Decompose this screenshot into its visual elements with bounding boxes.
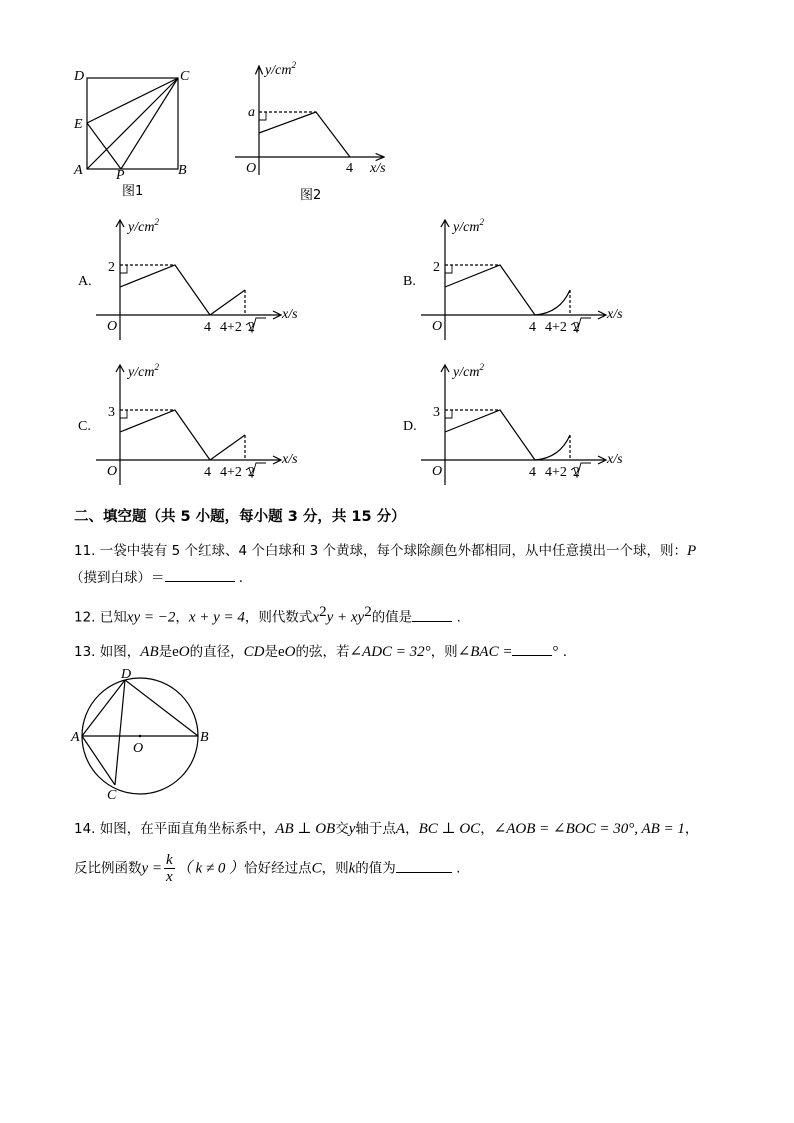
q11-text1: 一袋中装有 5 个红球、4 个白球和 3 个黄球，每个球除颜色外都相同，从中任意摸出一个球，则： [99,543,688,559]
q13-cd: CD [243,644,265,660]
fig2-caption: 图2 [300,188,322,203]
q13-figure [70,668,220,803]
q14-cond: （ k ≠ 0 ） [176,860,245,877]
option-peak-value: 3 [108,405,115,420]
q11-text2: （摸到白球）＝ [70,570,165,586]
question-11-line1 [74,539,696,560]
option-peak-value: 2 [108,260,115,275]
option-right-angle [445,265,452,273]
right-angle-mark [259,112,266,120]
option-x-label: x/s [607,307,623,322]
option-letter: A. [78,274,92,289]
question-11-line2 [70,566,243,586]
q14-e3: ∠AOB = ∠BOC = 30°, AB = 1 [493,821,685,837]
q12-e1: xy = −2 [126,609,176,626]
label-p: P [116,168,125,183]
q14-end1: ， [684,821,699,837]
q13-circ: e [172,644,179,660]
q14-frac-den: x [166,869,173,885]
q12-e3b: y + xy [326,609,365,626]
q11-end: . [238,570,244,586]
label-a: A [74,163,83,178]
label-d: D [74,69,85,84]
option-origin: O [107,464,118,479]
option-graph-a[interactable] [70,215,310,345]
q11-p: P [687,543,697,559]
q13-number: 13. [74,644,96,660]
q12-end: . [456,609,461,626]
option-tick-4: 4 [204,320,211,335]
q13-t2: 是 [158,644,173,660]
figure-1 [70,66,200,199]
option-x-label: x/s [282,307,298,322]
q13-ang1: ∠ADC = 32° [349,644,431,660]
option-origin: O [432,319,443,334]
option-tail-curve [535,435,570,460]
q13-answer-blank[interactable] [512,642,552,656]
option-letter: C. [78,419,91,434]
q14-t4: 反比例函数 [74,860,142,877]
chord-dc [115,680,125,785]
fig2-x-label: x/s [370,161,386,176]
q14-answer-blank[interactable] [396,859,452,873]
q14-fraction [164,852,175,885]
option-letter: B. [403,274,416,289]
fig1-caption: 图1 [122,184,144,199]
segment-db [125,680,198,736]
q14-yeq: y = [141,860,163,877]
fig2-a: a [248,105,255,120]
label-e: E [74,117,83,132]
q14-frac-num: k [166,852,173,868]
q11-number: 11. [74,543,96,559]
q14-e1: AB ⊥ OB [275,821,336,837]
q13-circ2: e [277,644,285,660]
option-origin: O [432,464,443,479]
q13-label-b: B [200,730,209,745]
figure-2 [232,60,402,203]
q13-t3: 的直径， [189,644,244,660]
q14-sep: ， [405,821,419,837]
q11-answer-blank[interactable] [165,568,235,582]
center-dot [139,735,142,738]
q14-sep2: ， [480,821,494,837]
q13-ab: AB [140,644,159,660]
option-right-angle [120,410,127,418]
q14-t6: ，则 [321,860,349,877]
q13-t2b: 是 [264,644,278,660]
option-tick-4: 4 [529,465,536,480]
q12-e3a: x [312,609,320,626]
option-tick-4: 4 [204,465,211,480]
option-right-angle [445,410,452,418]
option-tail-linear [210,435,245,460]
q14-t3: 轴于点 [355,821,396,837]
q12-sup2: 2 [364,604,372,620]
graph-line [259,112,350,157]
q13-label-a: A [71,730,80,745]
q14-end: . [456,860,461,877]
q12-number: 12. [74,609,96,626]
q13-deg: ° [552,644,559,660]
option-graph-line [445,410,535,460]
q14-kk: k [348,860,356,877]
q12-sep: ， [175,609,189,626]
option-graph-line [445,265,535,315]
option-tick-radical: 4+2 2 [220,465,255,480]
q14-t7: 的值为 [355,860,396,877]
q13-label-o: O [133,741,144,756]
q13-label-d: D [121,667,132,682]
q12-answer-blank[interactable] [412,608,452,622]
question-13 [74,640,567,661]
label-b: B [178,163,187,178]
option-right-angle [120,265,127,273]
q13-o2: O [284,644,296,660]
q12-t2: ，则代数式 [244,609,313,626]
question-14-line1 [74,817,698,838]
q14-t2: 交 [335,821,349,837]
question-12 [74,604,461,627]
option-y-label: $y/cm^2$ [128,362,159,380]
option-letter: D. [403,419,417,434]
q13-t1: 如图， [99,644,141,660]
q13-label-c: C [107,788,117,803]
q12-t1: 已知 [99,609,127,626]
segment-ep [87,123,121,169]
option-tick-4: 4 [529,320,536,335]
q14-a: A [395,821,406,837]
option-x-label: x/s [607,452,623,467]
option-peak-value: 3 [433,405,440,420]
fig2-tick-4: 4 [346,161,353,176]
option-tail-curve [535,290,570,315]
fig2-origin: O [246,161,257,176]
option-tick-radical: 4+2 2 [545,465,580,480]
option-y-label: $y/cm^2$ [453,362,484,380]
option-origin: O [107,319,118,334]
q14-number: 14. [74,821,96,837]
question-14-line2 [74,852,460,885]
q13-end: . [562,644,568,660]
q13-t5: ，则 [430,644,458,660]
option-peak-value: 2 [433,260,440,275]
option-graph-b[interactable] [395,215,635,345]
q13-t4: 的弦，若 [295,644,350,660]
option-y-label: $y/cm^2$ [453,217,484,235]
option-x-label: x/s [282,452,298,467]
option-tick-radical: 4+2 2 [545,320,580,335]
q12-sup1: 2 [319,604,327,620]
segment-ac [87,78,178,169]
option-graph-line [120,410,210,460]
option-y-label: $y/cm^2$ [128,217,159,235]
option-graph-line [120,265,210,315]
q12-e2: x + y = 4 [188,609,245,626]
option-graph-c[interactable] [70,360,310,490]
fig2-y-label: $y/cm^2$ [265,60,296,78]
segment-da [82,680,125,736]
q14-t5: 恰好经过点 [244,860,312,877]
q14-t1: 如图，在平面直角坐标系中， [99,821,276,837]
option-tick-radical: 4+2 2 [220,320,255,335]
q14-c: C [311,860,322,877]
option-tail-linear [210,290,245,315]
q13-ang2: ∠BAC = [457,644,513,660]
label-c: C [180,69,190,84]
q14-y: y [348,821,356,837]
option-graph-d[interactable] [395,360,635,490]
q14-e2: BC ⊥ OC [418,821,481,837]
section-title: 二、填空题（共 5 小题，每小题 3 分，共 15 分） [74,509,406,525]
q12-t3: 的值是 [371,609,413,626]
q13-o: O [178,644,190,660]
